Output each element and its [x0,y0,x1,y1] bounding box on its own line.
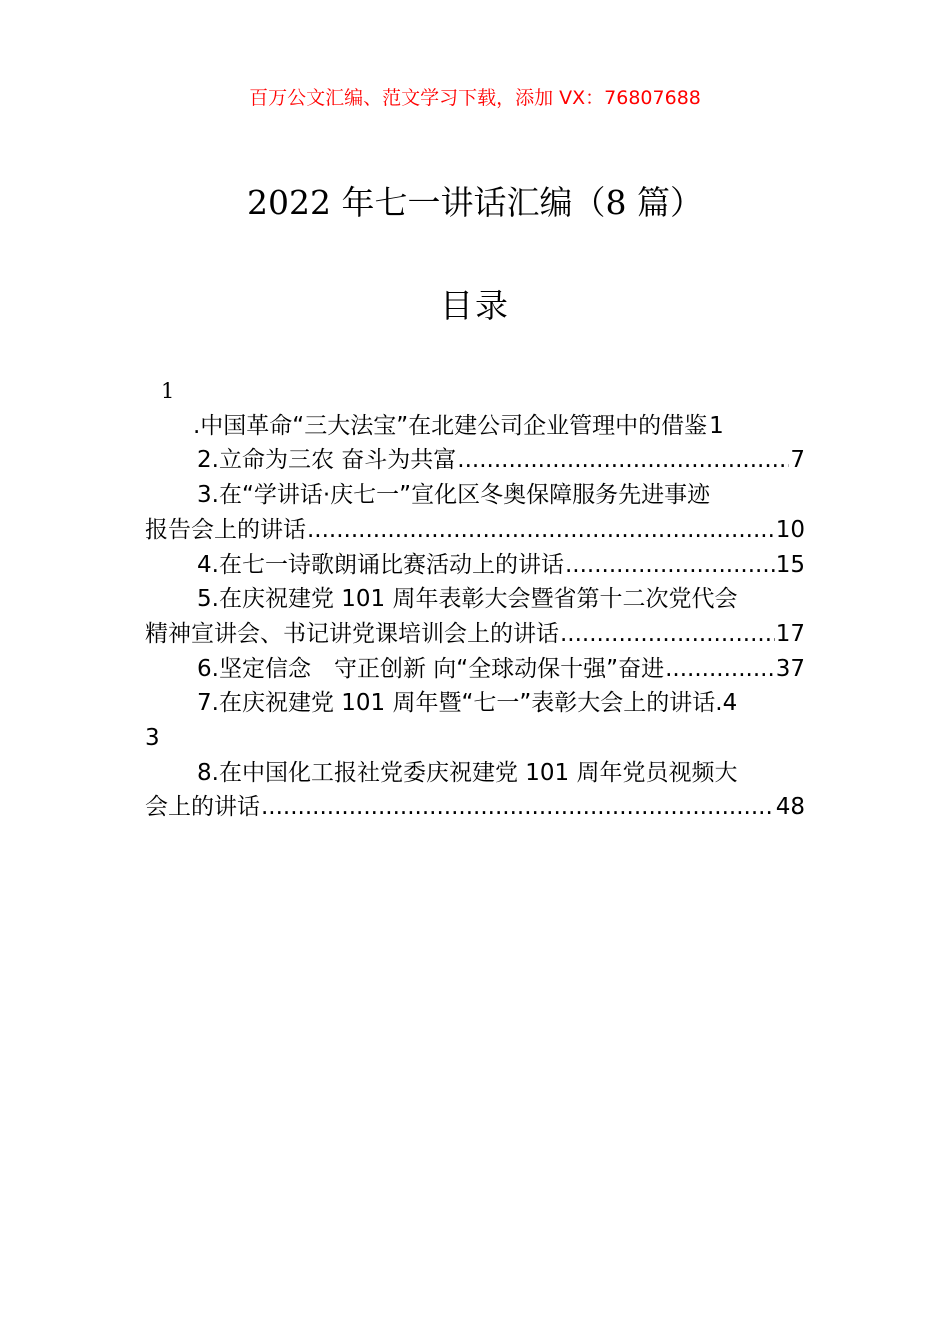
toc-entry-8-title-line1: 8.在中国化工报社党委庆祝建党 101 周年党员视频大 [197,759,738,786]
toc-entry-6-title: 6.坚定信念 守正创新 向“全球动保十强”奋进 [197,655,665,682]
dot-leader [457,443,789,478]
toc-number-1: 1 [161,379,175,403]
toc-entry-1-title: .中国革命“三大法宝”在北建公司企业管理中的借鉴 [193,412,708,439]
table-of-contents [145,374,805,825]
toc-entry-3[interactable] [145,478,805,547]
toc-entry-5-title-line1: 5.在庆祝建党 101 周年表彰大会暨省第十二次党代会 [197,586,738,613]
toc-entry-8-title-line2: 会上的讲话 [145,794,260,821]
toc-entry-3-title-line1: 3.在“学讲话·庆七一”宣化区冬奥保障服务先进事迹 [197,482,711,509]
toc-entry-2[interactable] [145,443,805,478]
toc-entry-4[interactable] [145,548,805,583]
dot-leader [307,513,775,548]
toc-entry-1-page: 1 [709,412,724,439]
document-title: 2022 年七一讲话汇编（8 篇） [247,183,703,222]
toc-entry-2-page: 7 [790,447,805,474]
toc-entry-1[interactable] [145,409,805,444]
toc-entry-8[interactable] [145,756,805,825]
dot-leader [565,548,775,583]
toc-entry-6[interactable] [145,652,805,687]
toc-entry-8-page: 48 [775,794,805,821]
toc-entry-7[interactable] [145,686,805,755]
toc-entry-4-title: 4.在七一诗歌朗诵比赛活动上的讲话 [197,551,564,578]
header-banner: 百万公文汇编、范文学习下载，添加 VX：76807688 [249,87,701,109]
toc-entry-5-title-line2: 精神宣讲会、书记讲党课培训会上的讲话 [145,620,559,647]
toc-entry-6-page: 37 [775,655,805,682]
dot-leader [261,790,775,825]
toc-entry-3-title-line2: 报告会上的讲话 [145,516,306,543]
toc-entry-4-page: 15 [775,551,805,578]
toc-entry-7-title-line1: 7.在庆祝建党 101 周年暨“七一”表彰大会上的讲话.4 [197,690,738,717]
toc-entry-5[interactable] [145,582,805,651]
dot-leader [665,652,775,687]
toc-heading: 目录 [440,286,510,325]
toc-entry-2-title: 2.立命为三农 奋斗为共富 [197,447,457,474]
toc-entry-7-title-line2: 3 [145,725,160,752]
toc-entry-3-page: 10 [775,516,805,543]
toc-entry-5-page: 17 [775,620,805,647]
dot-leader [560,617,775,652]
